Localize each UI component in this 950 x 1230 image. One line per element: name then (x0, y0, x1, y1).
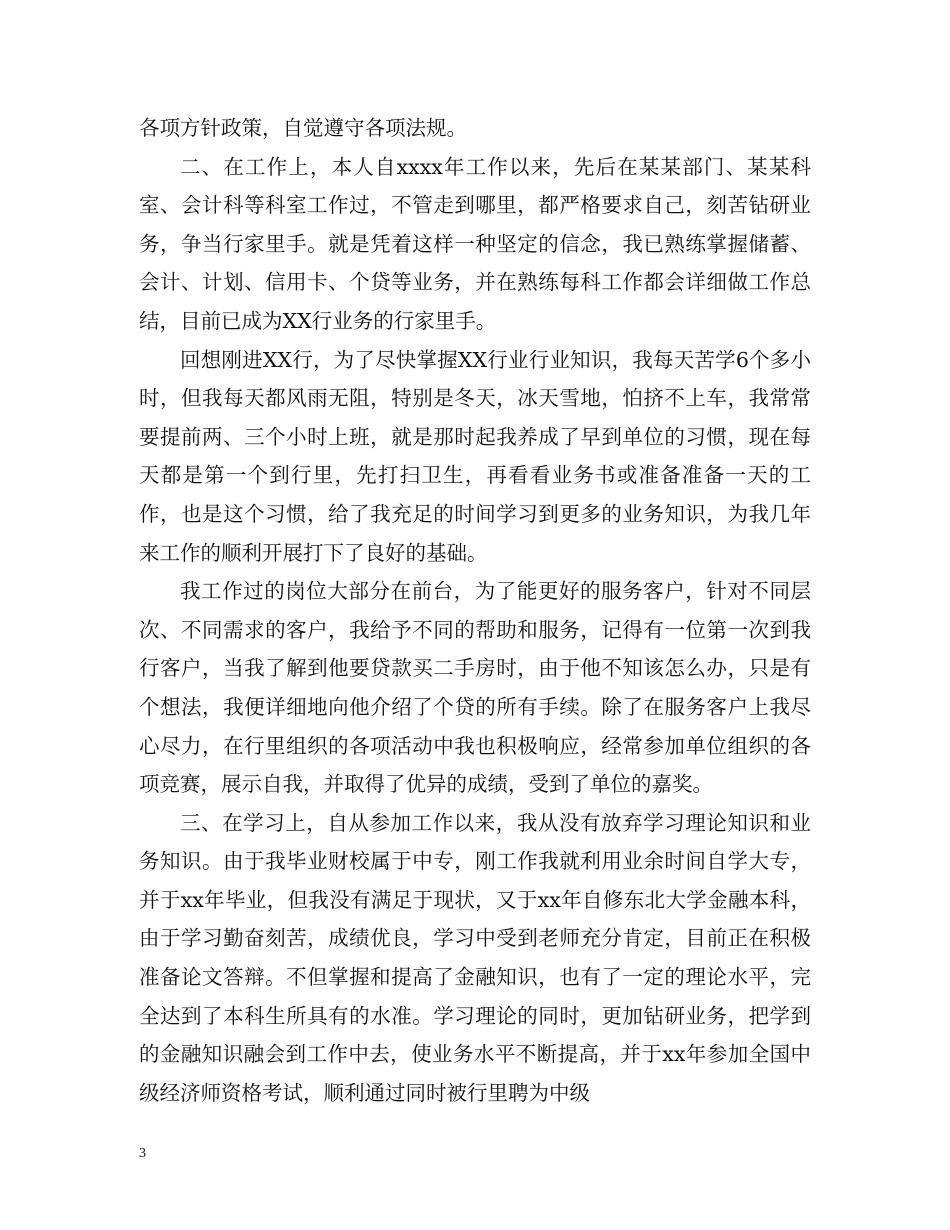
page-number: 3 (139, 1146, 146, 1161)
paragraph-2: 二、在工作上，本人自xxxx年工作以来，先后在某某部门、某某科室、会计科等科室工作过，不管走到哪里，都严格要求自己，刻苦钻研业务，争当行家里手。就是凭着这样一种坚定的信念，我已熟练掌握储蓄、会计、计划、信用卡、个贷等业务，并在熟练每科工作都会详细做工作总结，目前已成为XX行业务的行家里手。 (139, 154, 811, 333)
paragraph-1: 各项方针政策，自觉遵守各项法规。 (139, 116, 467, 140)
paragraph-3: 回想刚进XX行，为了尽快掌握XX行业行业知识，我每天苦学6个多小时，但我每天都风雨无阻，特别是冬天，冰天雪地，怕挤不上车，我常常要提前两、三个小时上班，就是那时起我养成了早到单位的习惯，现在每天都是第一个到行里，先打扫卫生，再看看业务书或准备准备一天的工作，也是这个习惯，给了我充足的时间学习到更多的业务知识，为我几年来工作的顺利开展打下了良好的基础。 (139, 347, 811, 565)
paragraph-4: 我工作过的岗位大部分在前台，为了能更好的服务客户，针对不同层次、不同需求的客户，我给予不同的帮助和服务，记得有一位第一次到我行客户，当我了解到他要贷款买二手房时，由于他不知该怎么办，只是有个想法，我便详细地向他介绍了个贷的所有手续。除了在服务客户上我尽心尽力，在行里组织的各项活动中我也积极响应，经常参加单位组织的各项竞赛，展示自我，并取得了优异的成绩，受到了单位的嘉奖。 (139, 579, 811, 797)
document-body (139, 109, 811, 1112)
paragraph-5: 三、在学习上，自从参加工作以来，我从没有放弃学习理论知识和业务知识。由于我毕业财校属于中专，刚工作我就利用业余时间自学大专，并于xx年毕业，但我没有满足于现状，又于xx年自修东北大学金融本科，由于学习勤奋刻苦，成绩优良，学习中受到老师充分肯定，目前正在积极准备论文答辩。不但掌握和提高了金融知识，也有了一定的理论水平，完全达到了本科生所具有的水准。学习理论的同时，更加钻研业务，把学到的金融知识融会到工作中去，使业务水平不断提高，并于xx年参加全国中级经济师资格考试，顺利通过同时被行里聘为中级 (139, 810, 811, 1105)
